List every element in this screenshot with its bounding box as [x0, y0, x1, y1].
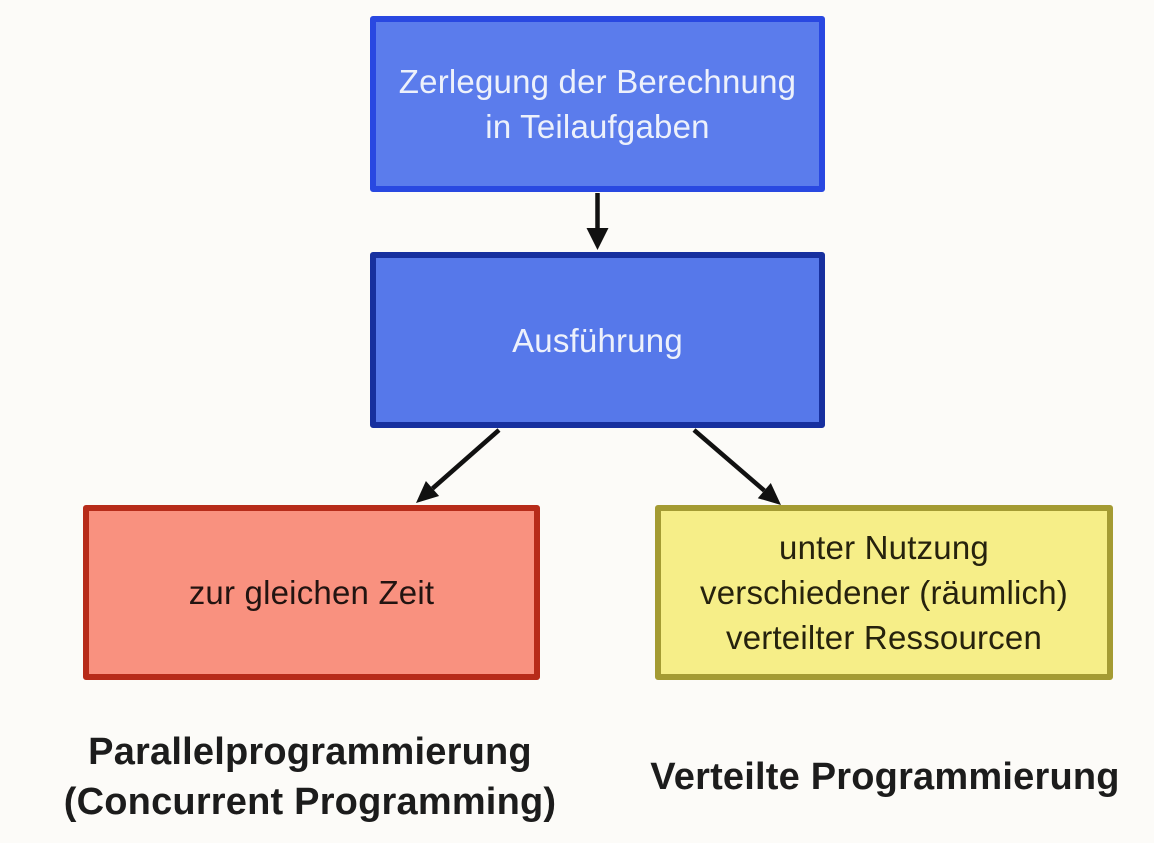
- node-distributed-resources: [655, 505, 1113, 680]
- arrow-execution-to-resources: [694, 430, 781, 505]
- node-same-time-line-1: zur gleichen Zeit: [188, 574, 435, 611]
- caption-distributed-line-1: Verteilte Programmierung: [650, 756, 1120, 798]
- node-decomposition-line-2: in Teilaufgaben: [485, 108, 710, 145]
- node-decomposition-line-1: Zerlegung der Berechnung: [398, 63, 797, 100]
- caption-parallel-line-1: Parallelprogrammierung: [88, 731, 532, 773]
- node-distributed-resources-line-3: verteilter Ressourcen: [726, 619, 1042, 656]
- node-distributed-resources-line-1: unter Nutzung: [779, 529, 989, 566]
- caption-distributed-programming: [630, 752, 1140, 802]
- node-distributed-resources-line-2: verschiedener (räumlich): [700, 574, 1068, 611]
- caption-parallel-line-2: (Concurrent Programming): [63, 781, 557, 823]
- arrow-decomposition-to-execution: [587, 193, 609, 250]
- node-decomposition: [370, 16, 825, 192]
- node-execution-line-1: Ausführung: [512, 321, 683, 359]
- node-same-time: [83, 505, 540, 680]
- node-execution: [370, 252, 825, 428]
- arrow-execution-to-same-time: [416, 430, 499, 503]
- caption-parallel-programming: [55, 727, 565, 827]
